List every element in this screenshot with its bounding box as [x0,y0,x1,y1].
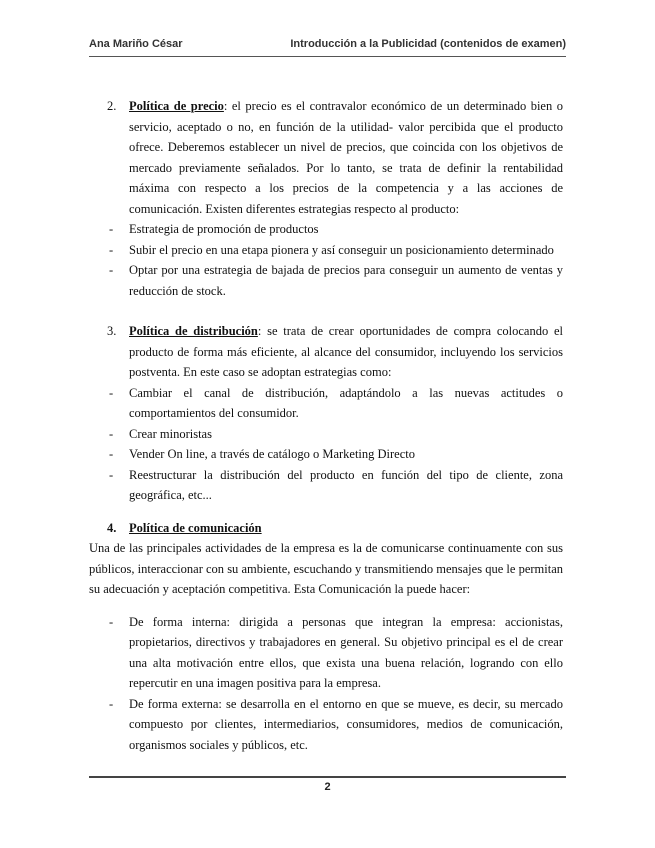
list-item [89,424,563,445]
footer-divider [89,776,566,778]
bullet-dash: - [109,467,114,482]
bullet-dash: - [109,426,114,441]
header-divider [89,56,566,57]
list-item-text: Estrategia de promoción de productos [129,222,319,236]
section-number: 2. [107,99,117,113]
bullet-dash: - [109,696,114,711]
section-text: : el precio es el contravalor económico de un determinado bien o servicio, aceptado o no, en función de la utilidad- valor percibida que el producto ofrece. Deberemos establecer un nivel de precios, que coincida con los objetivos de mercado previamente señalados. Por lo tanto, se trata de definir la rentabilidad máxima con respecto a los precios de la competencia y a las acciones de comunicación. Existen diferentes estrategias respecto al producto: [129,99,563,216]
page-number: 2 [324,781,331,793]
list-item [89,260,563,301]
header-title: Introducción a la Publicidad (contenidos de examen) [290,38,566,50]
header-author: Ana Mariño César [89,38,183,50]
section-price-policy [89,96,563,219]
section-communication-heading [89,518,563,539]
list-item-text: De forma interna: dirigida a personas que integran la empresa: accionistas, propietarios, directivos y trabajadores en general. Su objetivo principal es el de crear una alta motivación entre ellos, que exista una buena relación, logrando con ello repercutir en una imagen positiva para la empresa. [129,614,563,690]
section-number: 3. [107,324,117,338]
bullet-dash: - [109,447,114,461]
list-item-text: Cambiar el canal de distribución, adaptándolo a las nuevas actitudes o comportamientos del consumidor. [129,385,563,420]
section-term: Política de distribución [129,324,258,338]
list-item-text: Optar por una estrategia de bajada de precios para conseguir un aumento de ventas y reducción de stock. [129,263,563,298]
list-item-text: Reestructurar la distribución del producto en función del tipo de cliente, zona geográfica, etc... [129,467,563,502]
document-body [89,96,563,755]
list-item [89,240,563,261]
bullet-dash: - [109,614,114,629]
section-number: 4. [107,520,117,535]
list-item-text: Subir el precio en una etapa pionera y así conseguir un posicionamiento determinado [129,242,554,257]
list-item [89,219,563,240]
list-item [89,612,563,694]
list-item-text: Crear minoristas [129,426,212,441]
section-paragraph: Una de las principales actividades de la empresa es la de comunicarse continuamente con sus públicos, interaccionar con su ambiente, escuchando y transmitiendo mensajes que le permitan su adecuación y aceptación competitiva. Esta Comunicación la puede hacer: [89,541,563,596]
list-item-text: Vender On line, a través de catálogo o Marketing Directo [129,447,416,461]
list-item [89,444,563,465]
list-item-text: De forma externa: se desarrolla en el entorno en que se mueve, es decir, su mercado compuesto por clientes, intermediarios, consumidores, medios de comunicación, organismos sociales y públicos, etc. [129,696,563,752]
list-item [89,694,563,756]
section-term: Política de comunicación [129,520,262,535]
section-term: Política de precio [129,99,224,113]
bullet-dash: - [109,242,114,257]
page-header [89,38,566,50]
bullet-dash: - [109,222,114,236]
list-item [89,465,563,506]
bullet-dash: - [109,263,114,277]
bullet-dash: - [109,385,114,400]
section-text: : se trata de crear oportunidades de compra colocando el producto de forma más eficiente, al alcance del consumidor, incluyendo los servicios postventa. En este caso se adoptan estrategias como: [129,324,563,379]
section-distribution-policy [89,321,563,383]
list-item [89,383,563,424]
